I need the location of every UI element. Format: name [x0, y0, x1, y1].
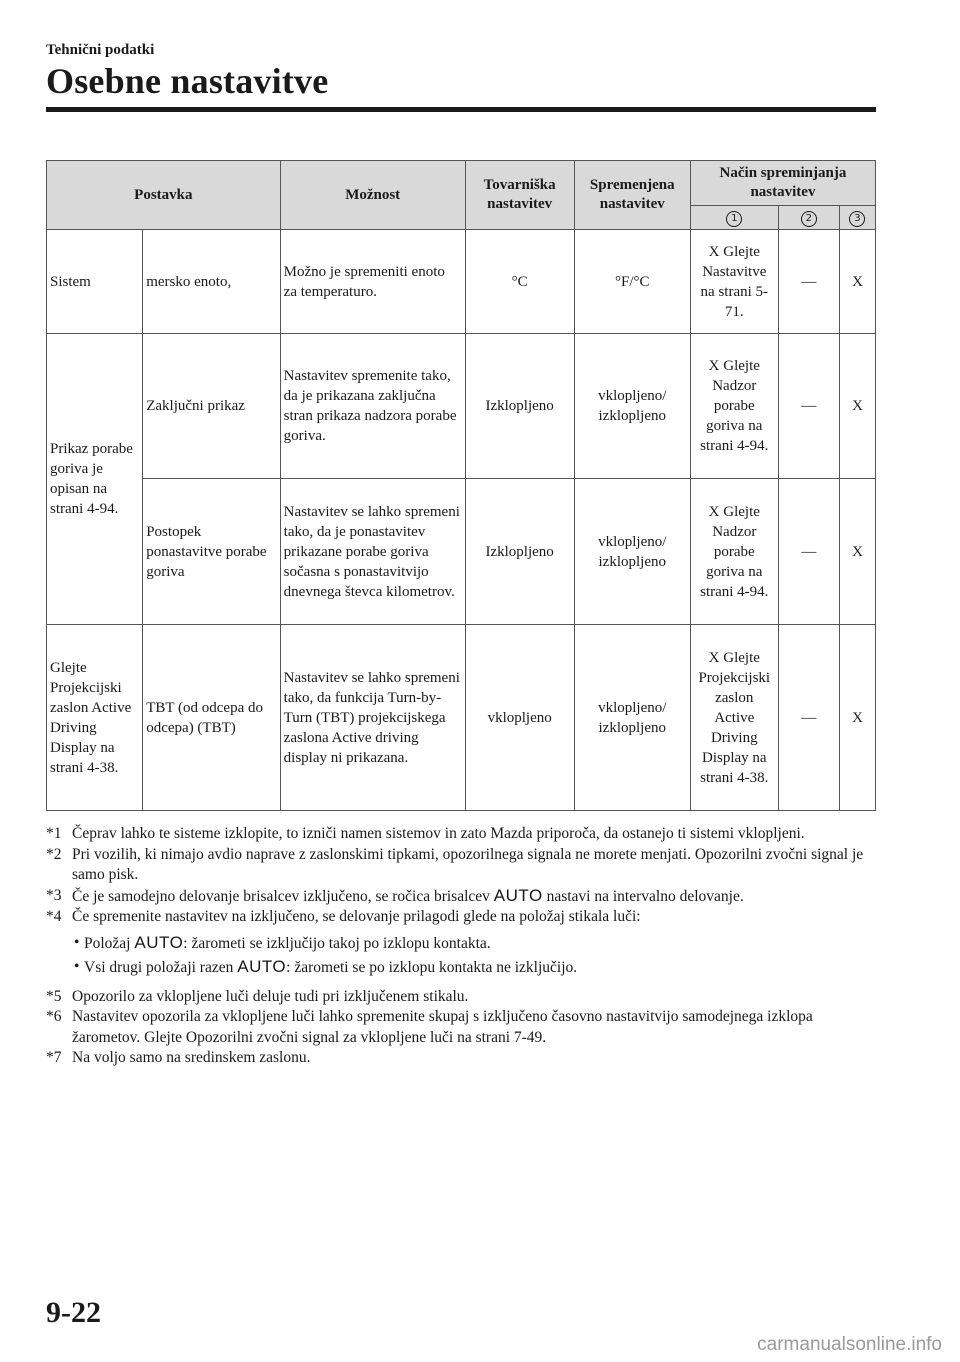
header-row [47, 161, 876, 206]
watermark: carmanualsonline.info [757, 1334, 942, 1355]
page-number: 9-22 [46, 1296, 101, 1329]
footnote [46, 824, 876, 845]
footnote [46, 1007, 876, 1048]
bullet-text: : žarometi se po izklopu kontakta ne izključijo. [286, 959, 578, 976]
cell-method-2: — [778, 479, 839, 625]
footnote-mark: *1 [46, 825, 62, 842]
cell-changed: vklopljeno/ izklopljeno [574, 625, 690, 811]
cell-description: Nastavitev se lahko spremeni tako, da je ponastavitev prikazane porabe goriva sočasna s ponastavitvijo dnevnega števca kilometrov. [280, 479, 465, 625]
cell-factory: Izklopljeno [465, 334, 574, 479]
cell-option: Zaključni prikaz [143, 334, 280, 479]
auto-symbol: AUTO [237, 957, 287, 976]
col-header-changed: Spremenjena nastavitev [574, 161, 690, 230]
cell-method-3: X [839, 334, 875, 479]
cell-method-1: X Glejte Nastavitve na strani 5-71. [690, 230, 778, 334]
footnote-text: Če je samodejno delovanje brisalcev izključeno, se ročica brisalcev [72, 887, 494, 905]
footnote [46, 845, 876, 886]
footnote-text: Čeprav lahko te sisteme izklopite, to izniči namen sistemov in zato Mazda priporoča, da ostanejo ti sistemi vklopljeni. [72, 825, 805, 842]
circled-number-3: 3 [849, 211, 865, 227]
cell-item: Glejte Projekcijski zaslon Active Driving Display na strani 4-38. [47, 625, 143, 811]
cell-description: Nastavitev se lahko spremeni tako, da funkcija Turn-by-Turn (TBT) projekcijskega zaslona Active driving display ni prikazana. [280, 625, 465, 811]
cell-changed: vklopljeno/ izklopljeno [574, 334, 690, 479]
cell-factory: vklopljeno [465, 625, 574, 811]
cell-option: TBT (od odcepa do odcepa) (TBT) [143, 625, 280, 811]
footnote-text: Na voljo samo na sredinskem zaslonu. [72, 1049, 311, 1066]
footnote-text: Če spremenite nastavitev na izključeno, se delovanje prilagodi glede na položaj stikala luči: [72, 908, 641, 925]
col-header-method-2 [778, 206, 839, 230]
footnote-mark: *2 [46, 845, 62, 863]
bullet-item [46, 933, 876, 955]
footnote-mark: *6 [46, 1008, 62, 1025]
footnote [46, 907, 876, 928]
footnote-text: Opozorilo za vklopljene luči deluje tudi pri izključenem stikalu. [72, 987, 469, 1005]
cell-option: mersko enoto, [143, 230, 280, 334]
footnote-mark: *4 [46, 908, 62, 925]
cell-factory: Izklopljeno [465, 479, 574, 625]
bullet-text: Vsi drugi položaji razen [84, 959, 238, 976]
footnote-mark: *3 [46, 886, 62, 904]
cell-method-3: X [839, 479, 875, 625]
footnote [46, 987, 876, 1008]
cell-method-1: X Glejte Nadzor porabe goriva na strani 4-94. [690, 334, 778, 479]
col-header-method: Način spreminjanja nastavitev [690, 161, 875, 206]
table-row [47, 230, 876, 334]
cell-factory: °C [465, 230, 574, 334]
cell-method-2: — [778, 230, 839, 334]
auto-symbol: AUTO [493, 885, 543, 905]
auto-symbol: AUTO [134, 932, 184, 952]
cell-description: Možno je spremeniti enoto za temperaturo. [280, 230, 465, 334]
cell-method-3: X [839, 625, 875, 811]
cell-method-1: X Glejte Projekcijski zaslon Active Driving Display na strani 4-38. [690, 625, 778, 811]
title-rule [46, 107, 876, 112]
col-header-method-1 [690, 206, 778, 230]
bullet-icon: • [74, 958, 80, 975]
cell-method-2: — [778, 625, 839, 811]
footnote-text: Nastavitev opozorila za vklopljene luči lahko spremenite skupaj s izključeno časovno nastavitvijo samodejnega izklopa žarometov. Glejte Opozorilni zvočni signal za vklopljene luči na strani 7-49. [72, 1008, 813, 1046]
cell-item: Prikaz porabe goriva je opisan na strani 4-94. [47, 334, 143, 625]
settings-table [46, 160, 876, 811]
circled-number-1: 1 [726, 211, 742, 227]
bullet-icon: • [74, 933, 80, 951]
cell-item: Sistem [47, 230, 143, 334]
section-label: Tehnični podatki [46, 42, 155, 58]
page-title: Osebne nastavitve [46, 61, 329, 101]
cell-changed: °F/°C [574, 230, 690, 334]
col-header-option: Možnost [280, 161, 465, 230]
table-row [47, 479, 876, 625]
footnote [46, 1048, 876, 1069]
footnote [46, 886, 876, 908]
footnote-text: nastavi na intervalno delovanje. [542, 887, 744, 905]
cell-changed: vklopljeno/ izklopljeno [574, 479, 690, 625]
col-header-factory: Tovarniška nastavitev [465, 161, 574, 230]
cell-method-2: — [778, 334, 839, 479]
table-row [47, 625, 876, 811]
footnote-mark: *7 [46, 1049, 62, 1066]
footnotes [46, 824, 876, 1069]
footnote-text: Pri vozilih, ki nimajo avdio naprave z zaslonskimi tipkami, opozorilnega signala ne morete menjati. Opozorilni zvočni signal je samo pisk. [72, 845, 864, 883]
cell-description: Nastavitev spremenite tako, da je prikazana zaključna stran prikaza nadzora porabe goriva. [280, 334, 465, 479]
cell-option: Postopek ponastavitve porabe goriva [143, 479, 280, 625]
col-header-item: Postavka [47, 161, 281, 230]
bullet-text: : žarometi se izključijo takoj po izklopu kontakta. [183, 934, 491, 952]
footnote-mark: *5 [46, 987, 62, 1005]
cell-method-3: X [839, 230, 875, 334]
bullet-text: Položaj [84, 934, 135, 952]
table-row [47, 334, 876, 479]
col-header-method-3 [839, 206, 875, 230]
cell-method-1: X Glejte Nadzor porabe goriva na strani 4-94. [690, 479, 778, 625]
bullet-item [46, 957, 876, 979]
circled-number-2: 2 [801, 211, 817, 227]
